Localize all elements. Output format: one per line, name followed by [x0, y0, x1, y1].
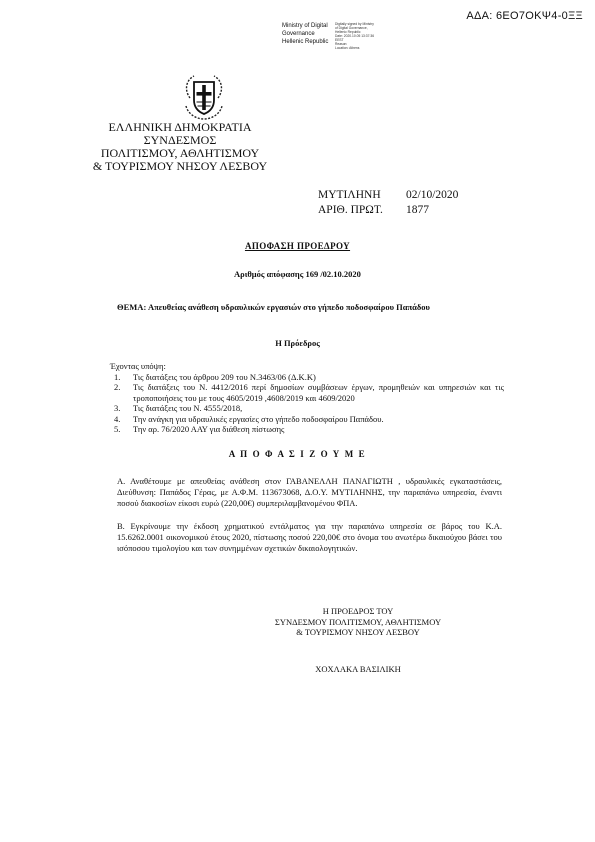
list-item-text: Τις διατάξεις του Ν. 4555/2018,	[133, 403, 243, 414]
paragraph-b: Β. Εγκρίνουμε την έκδοση χρηματικού εντάλματος για την παραπάνω υπηρεσία σε βάρος του Κ.Α. 15.6262.0001 οικονομικού έτους 2020, πίστωσης ποσού 220,00€ στο όνομα του ανωτέρω δικαιούχου βάσει του ισόποσου τιμολογίου και των συνημμένων σχετικών δικαιολογητικών.	[117, 521, 502, 553]
protocol-row	[318, 203, 458, 218]
considering-heading: Έχοντας υπόψη:	[110, 361, 166, 371]
signature-organization-line: & ΤΟΥΡΙΣΜΟΥ ΝΗΣΟΥ ΛΕΣΒΟΥ	[296, 627, 420, 638]
list-item-number: 2.	[114, 382, 121, 393]
header-country: ΕΛΛΗΝΙΚΗ ΔΗΜΟΚΡΑΤΙΑ	[108, 120, 252, 134]
signature-detail-line: EEST	[335, 38, 344, 42]
signatory-name: ΧΟΧΛΑΚΑ ΒΑΣΙΛΙΚΗ	[315, 664, 401, 674]
list-item	[114, 424, 504, 434]
list-item	[114, 372, 504, 382]
subject-line	[117, 302, 430, 312]
president-heading: Η Πρόεδρος	[275, 338, 320, 348]
signature-issuer-line: Governance	[282, 31, 315, 37]
list-item-text: Τις διατάξεις του Ν. 4412/2016 περί δημοσίων συμβάσεων έργων, προμηθειών και υπηρεσιών και τις τροποποιήσεις του με τους 4605/2019 ,4608/2019 και 4609/2020	[133, 382, 504, 403]
place-row	[318, 188, 458, 203]
paragraph-a: Α. Αναθέτουμε με απευθείας ανάθεση στον ΓΑΒΑΝΕΛΛΗ ΠΑΝΑΓΙΩΤΗ , υδραυλικές εγκαταστάσεις, Διεύθυνση: Παπάδος Γέρας, με Α.Φ.Μ. 113673068, Δ.Ο.Υ. ΜΥΤΙΛΗΝΗΣ, την παραπάνω υπηρεσία, έναντι ποσού διακοσίων είκοσι ευρώ (220,00€) συμπεριλαμβανομένου ΦΠΑ.	[117, 476, 502, 508]
considerations-list	[114, 372, 504, 434]
signature-detail-line: Hellenic Republic	[335, 30, 361, 34]
digital-signature-issuer	[282, 22, 328, 46]
list-item-number: 1.	[114, 372, 121, 382]
place-label: ΜΥΤΙΛΗΝΗ	[318, 189, 381, 201]
signature-detail-line: Date: 2020.10.05 13:37:36	[335, 34, 375, 38]
document-date: 02/10/2020	[406, 189, 459, 201]
signature-detail-line: Reason:	[335, 42, 348, 46]
signature-detail-line: of Digital Governance,	[335, 26, 368, 30]
header-organization-line: ΠΟΛΙΤΙΣΜΟΥ, ΑΘΛΗΤΙΣΜΟΥ	[100, 146, 260, 160]
subject-label: ΘΕΜΑ	[117, 302, 144, 312]
list-item-text: Την αρ. 76/2020 ΑΑΥ για διάθεση πίστωσης	[133, 424, 285, 435]
header-organization-line: & ΤΟΥΡΙΣΜΟΥ ΝΗΣΟΥ ΛΕΣΒΟΥ	[92, 159, 268, 173]
decision-number: Αριθμός απόφασης 169 /02.10.2020	[234, 269, 361, 279]
place-date-block	[318, 188, 458, 218]
list-item	[114, 403, 504, 413]
signature-block	[258, 606, 458, 638]
protocol-number: 1877	[406, 204, 429, 216]
signature-detail-line: Location: Athens	[335, 46, 360, 50]
document-title-text: ΑΠΟΦΑΣΗ ΠΡΟΕΔΡΟΥ	[244, 241, 351, 251]
signature-organization: ΣΥΝΔΕΣΜΟΥ ΠΟΛΙΤΙΣΜΟΥ, ΑΘΛΗΤΙΣΜΟΥ	[274, 616, 442, 627]
issuer-header	[80, 121, 280, 173]
signature-detail-line: Digitally signed by Ministry	[335, 22, 374, 26]
ada-code: ΑΔΑ: 6ΕΟ7ΟΚΨ4-0ΞΞ	[466, 10, 583, 22]
coat-of-arms-icon	[180, 72, 228, 122]
signature-title: Η ΠΡΟΕΔΡΟΣ ΤΟΥ	[322, 606, 394, 616]
protocol-label: ΑΡΙΘ. ΠΡΩΤ.	[318, 204, 383, 216]
header-organization: ΣΥΝΔΕΣΜΟΣ	[143, 133, 217, 147]
signature-issuer-line: Ministry of Digital	[282, 23, 328, 29]
subject-text: : Απευθείας ανάθεση υδραυλικών εργασιών στο γήπεδο ποδοσφαίρου Παπάδου	[143, 302, 430, 312]
list-item-number: 5.	[114, 424, 121, 435]
document-title	[0, 241, 595, 251]
list-item-number: 3.	[114, 403, 121, 414]
list-item	[114, 414, 504, 424]
decision-heading: Α Π Ο Φ Α Σ Ι Ζ Ο Υ Μ Ε	[228, 449, 367, 459]
list-item-text: Τις διατάξεις του άρθρου 209 του Ν.3463/06 (Δ.Κ.Κ)	[133, 372, 316, 382]
digital-signature-details	[335, 22, 374, 50]
list-item	[114, 382, 504, 403]
list-item-number: 4.	[114, 413, 121, 424]
list-item-text: Την ανάγκη για υδραυλικές εργασίες στο γήπεδο ποδοσφαίρου Παπάδου.	[133, 413, 384, 424]
signature-issuer-line: Hellenic Republic	[282, 39, 329, 45]
